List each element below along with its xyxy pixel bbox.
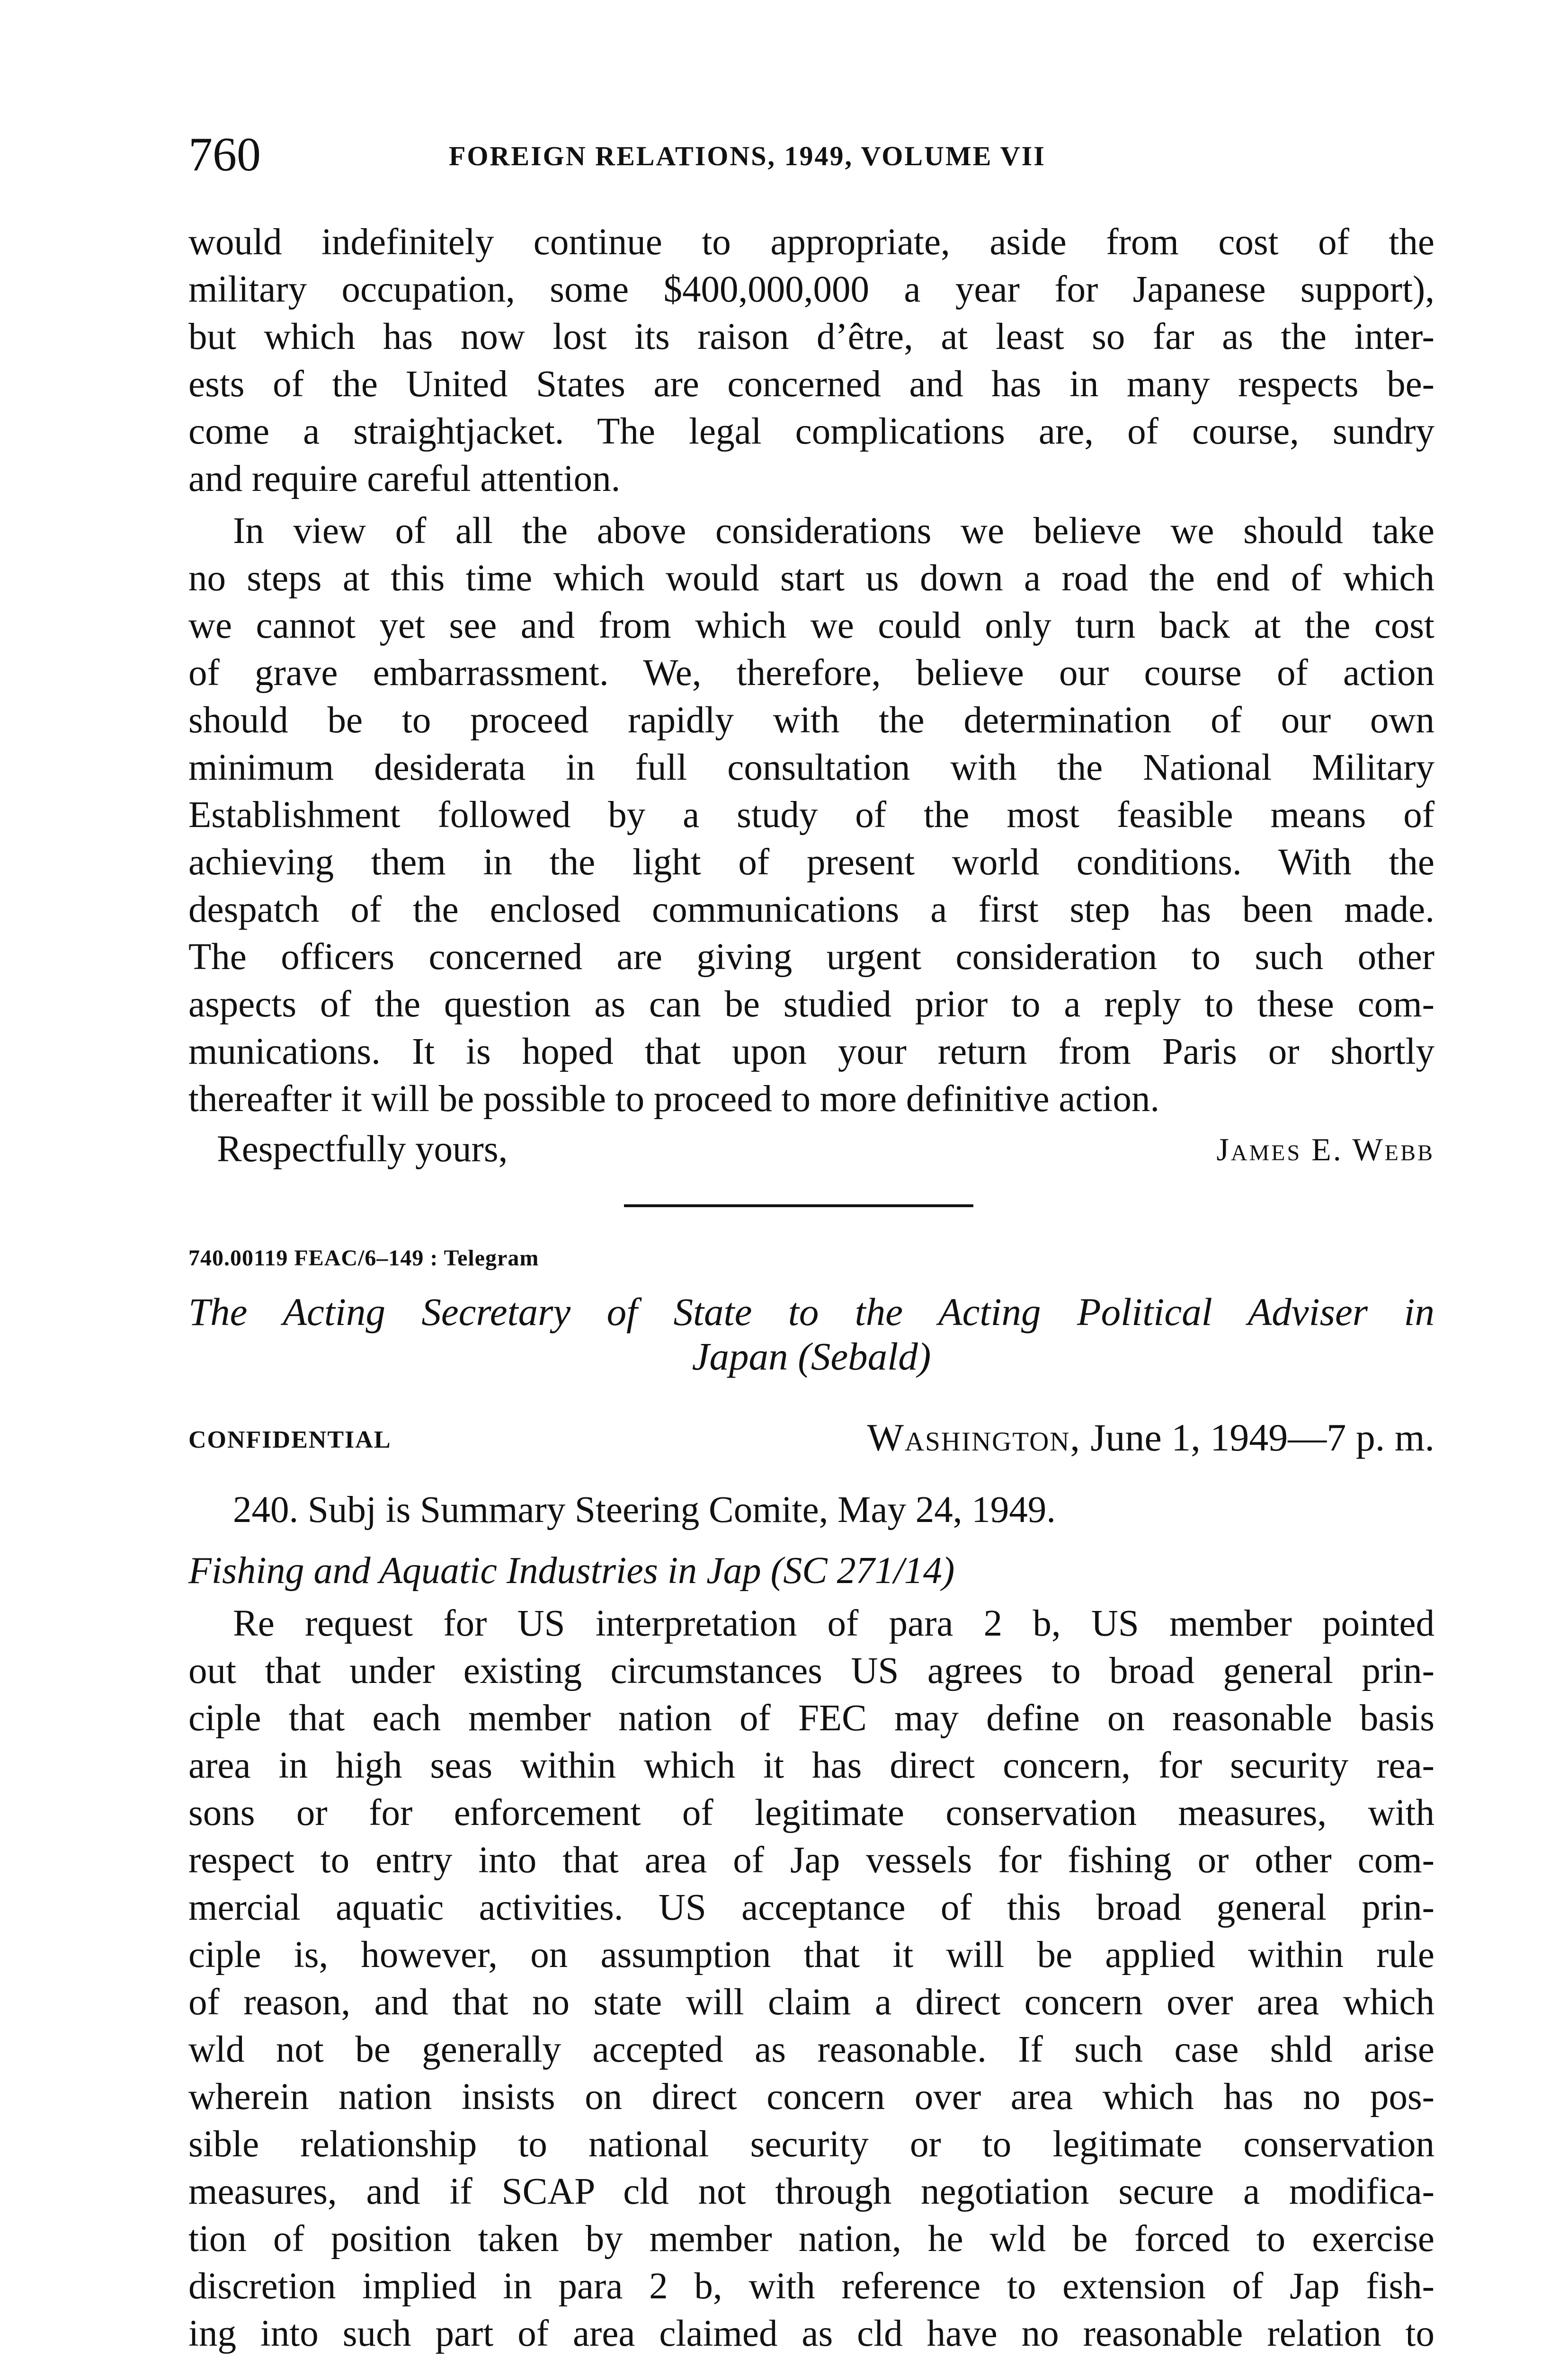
title-line: Japan (Sebald) — [692, 1335, 931, 1378]
text-line: tion of position taken by member nation, he wld be forced to exercise — [188, 2218, 1434, 2260]
text-line: ciple that each member nation of FEC may define on reasonable basis — [188, 1698, 1434, 1739]
dateline — [867, 1415, 1434, 1460]
text-line: ciple is, however, on assumption that it will be applied within rule — [188, 1934, 1434, 1975]
text-line: thereafter it will be possible to proceed to more definitive action. — [188, 1078, 1160, 1120]
text-line: no steps at this time which would start us down a road the end of which — [188, 558, 1434, 599]
text-line: should be to proceed rapidly with the determination of our own — [188, 700, 1434, 741]
document-title — [188, 1290, 1434, 1379]
closing-phrase: Respectfully yours, — [217, 1129, 508, 1170]
telegram-body — [188, 1600, 1434, 2358]
text-line: ests of the United States are concerned and has in many respects be- — [188, 364, 1434, 405]
section-divider — [624, 1204, 973, 1207]
text-line: come a straightjacket. The legal complications are, of course, sundry — [188, 411, 1434, 452]
text-line: of grave embarrassment. We, therefore, believe our course of action — [188, 652, 1434, 694]
paragraph-1 — [188, 219, 1434, 503]
text-line: discretion implied in para 2 b, with reference to extension of Jap fish- — [188, 2266, 1434, 2307]
text-line: achieving them in the light of present world conditions. With the — [188, 842, 1434, 883]
text-line: area in high seas within which it has direct concern, for security rea- — [188, 1745, 1434, 1786]
text-line: wherein nation insists on direct concern over area which has no pos- — [188, 2076, 1434, 2118]
topic-heading: Fishing and Aquatic Industries in Jap (SC 271/14) — [188, 1550, 955, 1592]
text-line: respect to entry into that area of Jap vessels for fishing or other com- — [188, 1840, 1434, 1881]
text-line: despatch of the enclosed communications a first step has been made. — [188, 889, 1434, 930]
subject-line-block — [188, 1486, 1434, 1534]
page-number: 760 — [188, 128, 261, 181]
text-line: munications. It is hoped that upon your return from Paris or shortly — [188, 1031, 1434, 1072]
text-line: out that under existing circumstances US agrees to broad general prin- — [188, 1650, 1434, 1691]
text-line: wld not be generally accepted as reasonable. If such case shld arise — [188, 2029, 1434, 2070]
document-id: 740.00119 FEAC/6–149 : Telegram — [188, 1246, 539, 1271]
title-line: The Acting Secretary of State to the Acting Political Adviser in — [188, 1290, 1434, 1334]
text-line: sible relationship to national security or to legitimate conservation — [188, 2124, 1434, 2165]
text-line: Establishment followed by a study of the most feasible means of — [188, 794, 1434, 836]
dateline-date: June 1, 1949—7 p. m. — [1090, 1416, 1434, 1459]
text-line: mercial aquatic activities. US acceptance of this broad general prin- — [188, 1887, 1434, 1928]
text-line: measures, and if SCAP cld not through negotiation secure a modifica- — [188, 2171, 1434, 2212]
text-line: of reason, and that no state will claim a direct concern over area which — [188, 1982, 1434, 2023]
subject-line: 240. Subj is Summary Steering Comite, May 24, 1949. — [233, 1489, 1056, 1531]
letter-closing — [188, 1126, 1434, 1173]
text-line: but which has now lost its raison d’être, at least so far as the inter- — [188, 316, 1434, 357]
paragraph-2 — [188, 507, 1434, 1123]
text-line: sons or for enforcement of legitimate conservation measures, with — [188, 1792, 1434, 1833]
text-line: military occupation, some $400,000,000 a year for Japanese support), — [188, 269, 1434, 310]
signature: James E. Webb — [1216, 1131, 1434, 1167]
text-line: and require careful attention. — [188, 458, 621, 499]
text-line: minimum desiderata in full consultation with the National Military — [188, 747, 1434, 788]
running-head: FOREIGN RELATIONS, 1949, VOLUME VII — [449, 141, 1046, 171]
dateline-place: Washington, — [867, 1416, 1081, 1459]
text-line: aspects of the question as can be studied prior to a reply to these com- — [188, 984, 1434, 1025]
text-line: ing into such part of area claimed as cld have no reasonable relation to — [188, 2313, 1434, 2354]
text-line: Re request for US interpretation of para 2 b, US member pointed — [233, 1603, 1434, 1644]
text-line: we cannot yet see and from which we could only turn back at the cost — [188, 605, 1434, 646]
text-line: The officers concerned are giving urgent consideration to such other — [188, 936, 1434, 978]
text-line: In view of all the above considerations we believe we should take — [233, 510, 1434, 552]
text-line: would indefinitely continue to appropriate, aside from cost of the — [188, 222, 1434, 263]
classification-label: CONFIDENTIAL — [188, 1426, 392, 1453]
page-header — [188, 127, 1434, 179]
